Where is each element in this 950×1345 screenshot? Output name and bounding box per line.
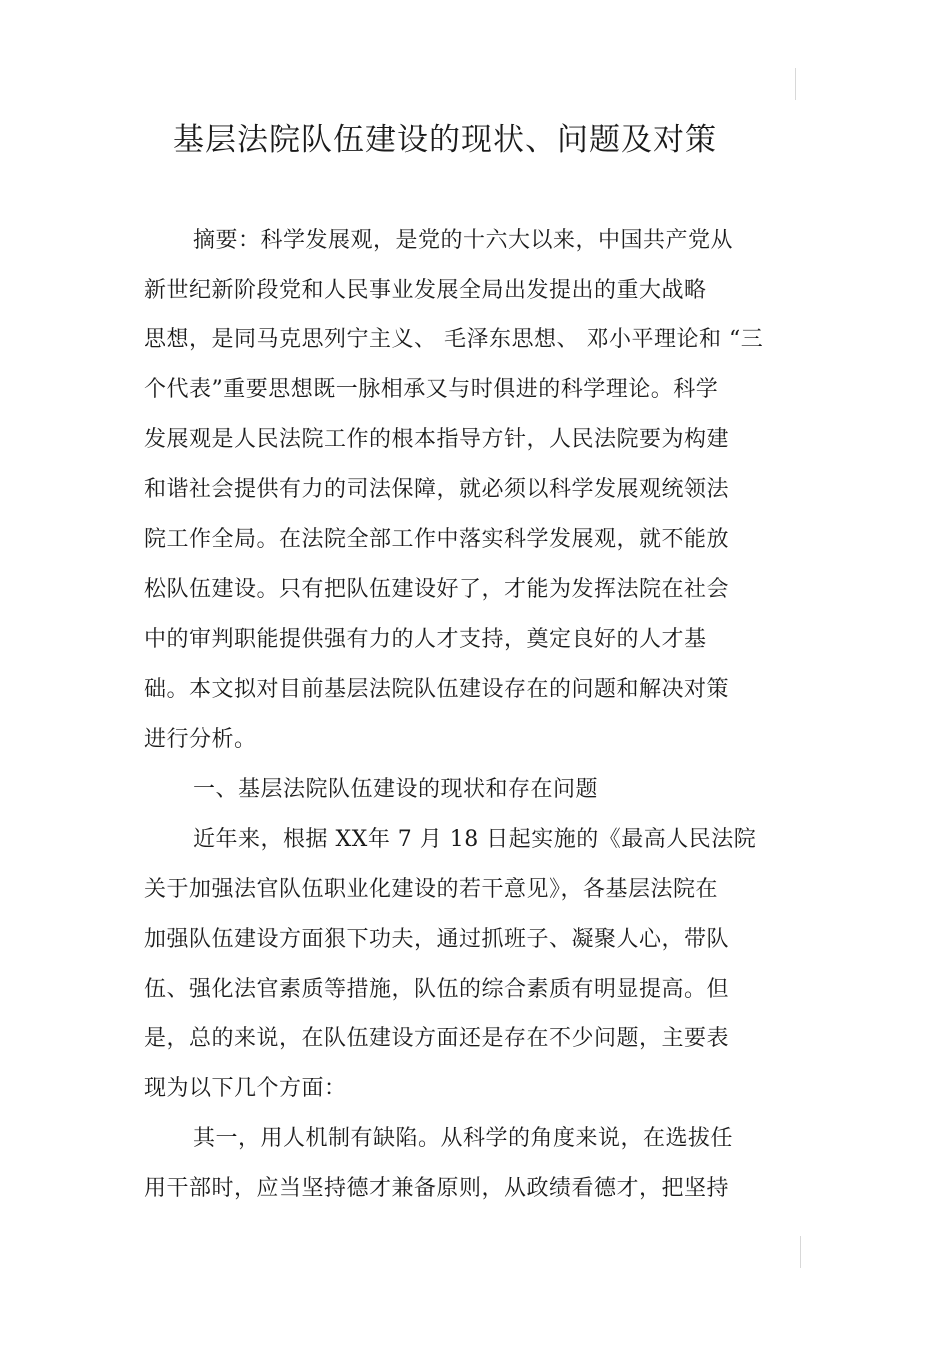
body-line: 现为以下几个方面： [144, 1076, 347, 1101]
abstract-line: 个代表”重要思想既一脉相承又与时俱进的科学理论。科学 [144, 377, 719, 402]
abstract-line: 础。本文拟对目前基层法院队伍建设存在的问题和解决对策 [144, 677, 730, 702]
page-corner-mark [800, 1236, 801, 1268]
body-line: 加强队伍建设方面狠下功夫，通过抓班子、凝聚人心，带队 [144, 927, 730, 952]
abstract-line: 新世纪新阶段党和人民事业发展全局出发提出的重大战略 [144, 278, 707, 303]
page-corner-mark [795, 68, 796, 100]
body-line: 其一，用人机制有缺陷。从科学的角度来说，在选拔任 [193, 1126, 734, 1151]
abstract-line: 松队伍建设。只有把队伍建设好了，才能为发挥法院在社会 [144, 577, 730, 602]
body-line: 用干部时，应当坚持德才兼备原则，从政绩看德才，把坚持 [144, 1176, 730, 1201]
abstract-line: 院工作全局。在法院全部工作中落实科学发展观，就不能放 [144, 527, 730, 552]
document-title: 基层法院队伍建设的现状、问题及对策 [173, 122, 717, 158]
abstract-line: 摘要：科学发展观，是党的十六大以来，中国共产党从 [193, 228, 734, 253]
abstract-line: 中的审判职能提供强有力的人才支持，奠定良好的人才基 [144, 627, 707, 652]
section-heading: 一、基层法院队伍建设的现状和存在问题 [193, 777, 599, 802]
abstract-line: 思想，是同马克思列宁主义、 毛泽东思想、 邓小平理论和 “三 [144, 327, 764, 352]
body-line: 伍、强化法官素质等措施，队伍的综合素质有明显提高。但 [144, 977, 730, 1002]
body-line: 近年来，根据 XX年 7 月 18 日起实施的《最高人民法院 [193, 827, 757, 852]
abstract-line: 发展观是人民法院工作的根本指导方针，人民法院要为构建 [144, 427, 730, 452]
body-line: 关于加强法官队伍职业化建设的若干意见》，各基层法院在 [144, 877, 719, 902]
abstract-line: 和谐社会提供有力的司法保障，就必须以科学发展观统领法 [144, 477, 730, 502]
abstract-line: 进行分析。 [144, 727, 257, 752]
body-line: 是，总的来说，在队伍建设方面还是存在不少问题，主要表 [144, 1026, 730, 1051]
